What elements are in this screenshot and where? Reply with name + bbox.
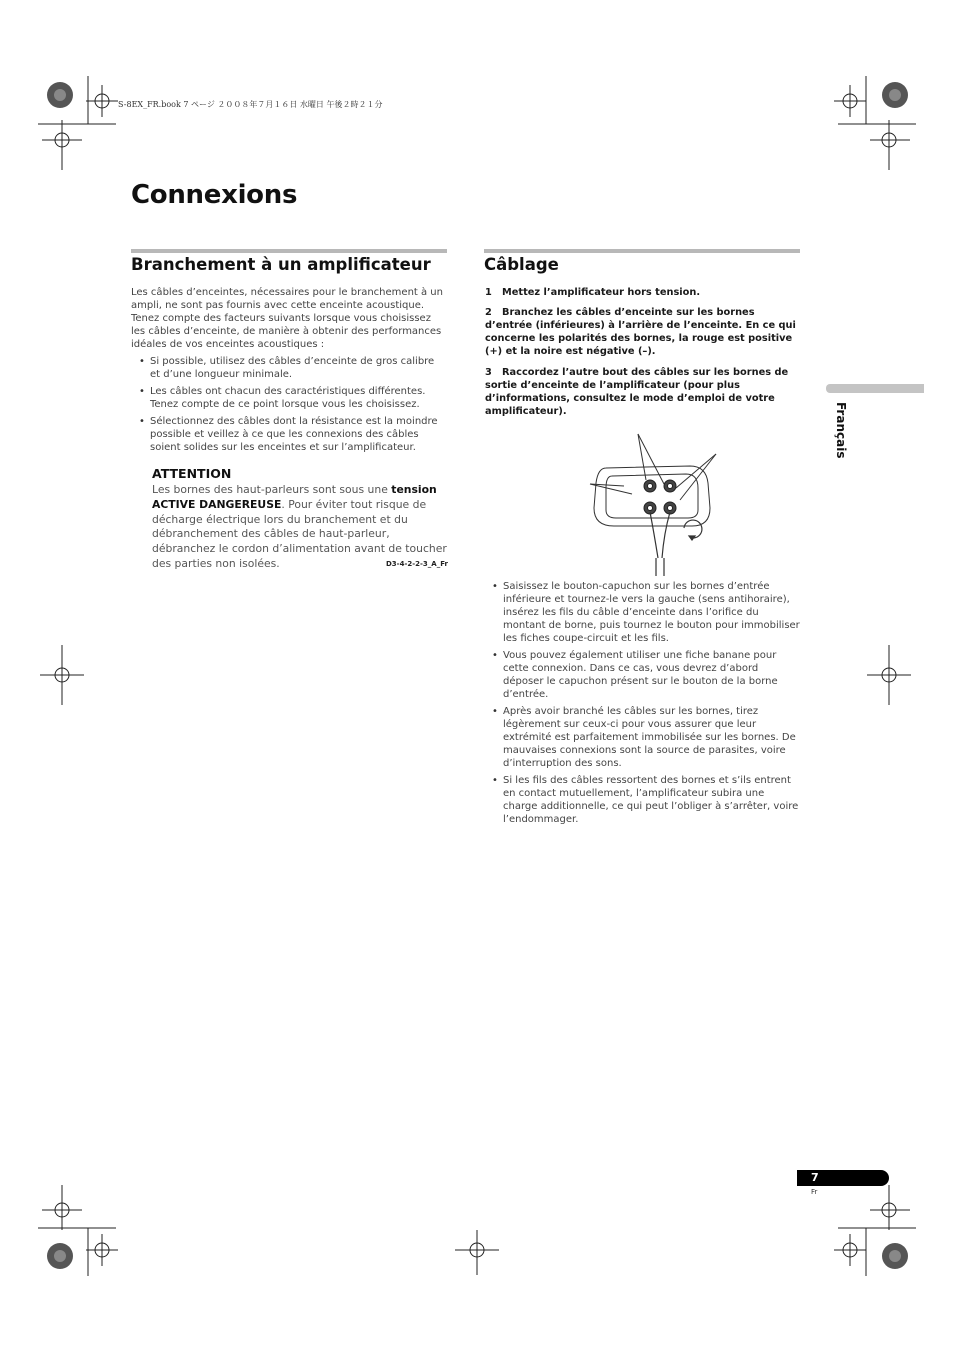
step-1 (485, 286, 800, 299)
step-text: Branchez les câbles d’enceinte sur les bornes d’entrée (inférieures) à l’arrière de l’enceinte. En ce qui concerne les polarités des bornes, la rouge est positive (+) et la noire est négative (–). (485, 307, 796, 357)
wiring-notes-list (484, 580, 800, 830)
file-info-line: S-8EX_FR.book 7 ページ ２００８年７月１６日 水曜日 午後２時２１分 (118, 100, 383, 109)
page-number: 7 (811, 1171, 819, 1184)
step-3 (485, 366, 800, 418)
step-text: Raccordez l’autre bout des câbles sur les bornes de sortie d’enceinte de l’amplificateur (pour plus d’informations, consultez le mode d’emploi de votre amplificateur). (485, 367, 789, 417)
attention-text-bold: tension ACTIVE DANGEREUSE (152, 483, 437, 511)
attention-title: ATTENTION (152, 466, 232, 481)
list-item: • Si possible, utilisez des câbles d’enceinte de gros calibre et d’une longueur minimale. (131, 355, 447, 381)
list-item: • Après avoir branché les câbles sur les bornes, tirez légèrement sur ceux-ci pour vous assurer que leur extrémité est parfaitement immobilisée sur les bornes. De mauvaises connexions sont la source de parasites, voire d’interruption des sons. (484, 705, 800, 770)
list-item: • Saisissez le bouton-capuchon sur les bornes d’entrée inférieure et tournez-le vers la gauche (sens antihoraire), insérez les fils du câble d’enceinte dans l’orifice du montant de borne, puis tournez le bouton pour immobiliser les fiches coupe-circuit et les fils. (484, 580, 800, 645)
section-heading-wiring: Câblage (484, 255, 559, 274)
language-tab-label: Français (834, 402, 848, 459)
intro-paragraph: Les câbles d’enceintes, nécessaires pour le branchement à un ampli, ne sont pas fournis avec cette enceinte acoustique. Tenez compte des facteurs suivants lorsque vous choisissez les câbles d’enceinte, de manière à obtenir des performances idéales de vos enceintes acoustiques : (131, 287, 443, 350)
list-item: • Si les fils des câbles ressortent des bornes et s’ils entrent en contact mutuellement, l’amplificateur subira une charge additionnelle, ce qui peut l’obliger à s’arrêter, voire l’endommager. (484, 774, 800, 826)
step-text: Mettez l’amplificateur hors tension. (502, 287, 701, 298)
page-title: Connexions (131, 180, 298, 210)
attention-text (152, 483, 447, 572)
attention-text-b: . Pour éviter tout risque de décharge électrique lors du branchement et du débranchement des câbles de haut-parleur, débranchez le cordon d’alimentation avant de toucher des parties non isolées. (152, 497, 447, 570)
step-2 (485, 306, 800, 358)
document-code: D3-4-2-2-3_A_Fr (386, 560, 448, 568)
section-rule-left (131, 249, 447, 253)
list-item: • Sélectionnez des câbles dont la résistance est la moindre possible et veillez à ce que les connexions des câbles soient solides sur les enceintes et sur l’amplificateur. (131, 415, 447, 454)
section-rule-right (484, 249, 800, 253)
attention-text-a: Les bornes des haut-parleurs sont sous une (152, 483, 392, 496)
step-number: 3 (485, 367, 492, 378)
list-item: • Vous pouvez également utiliser une fiche banane pour cette connexion. Dans ce cas, vous devrez d’abord déposer le capuchon présent sur le bouton de la borne d’entrée. (484, 649, 800, 701)
speaker-terminal-illustration (584, 428, 724, 578)
section-heading-amplifier: Branchement à un amplificateur (131, 255, 431, 274)
page-language-code: Fr (811, 1188, 818, 1196)
step-number: 2 (485, 307, 492, 318)
step-number: 1 (485, 287, 492, 298)
cable-tips-list (131, 355, 447, 458)
language-tab-bar (826, 384, 924, 393)
list-item: • Les câbles ont chacun des caractéristiques différentes. Tenez compte de ce point lorsque vous les choisissez. (131, 385, 447, 411)
